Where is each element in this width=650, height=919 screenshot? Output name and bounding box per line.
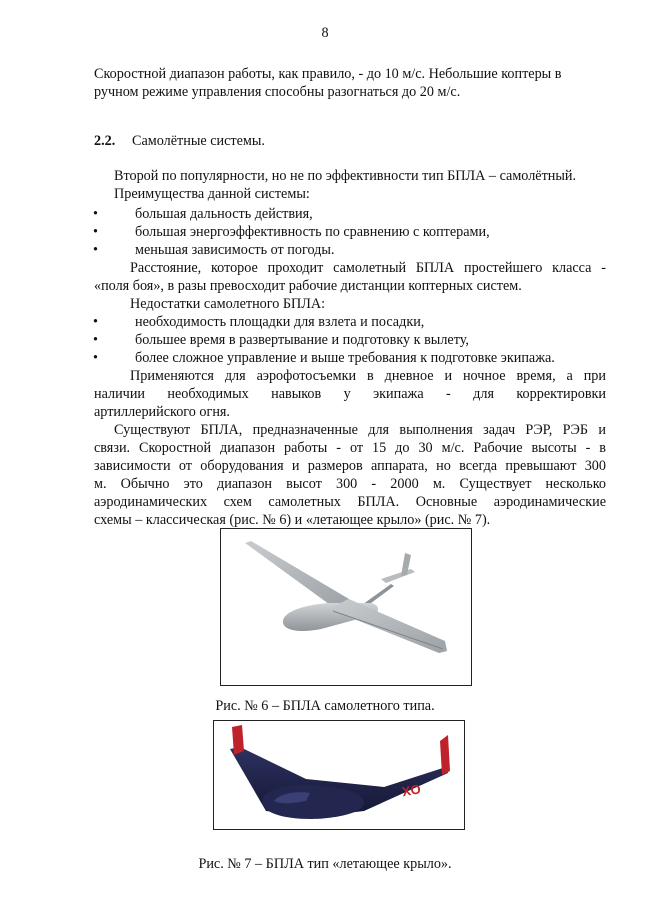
wing-marking: XO bbox=[400, 781, 422, 800]
usage-line-2: наличии необходимых навыков у экипажа - для корректировки bbox=[94, 386, 606, 402]
bullet-icon: • bbox=[93, 350, 98, 366]
intro-line-2: ручном режиме управления способны разогнаться до 20 м/с. bbox=[94, 84, 461, 100]
advantage-item: большая энергоэффективность по сравнению с коптерами, bbox=[135, 224, 490, 240]
advantage-item: большая дальность действия, bbox=[135, 206, 313, 222]
bullet-icon: • bbox=[93, 242, 98, 258]
bullet-icon: • bbox=[93, 206, 98, 222]
distance-line-1: Расстояние, которое проходит самолетный БПЛА простейшего класса - bbox=[130, 260, 606, 276]
special-line-4: м. Обычно это диапазон высот 300 - 2000 м. Существует несколько bbox=[94, 476, 606, 492]
figure-7-image bbox=[213, 720, 465, 830]
bullet-icon: • bbox=[93, 314, 98, 330]
flying-wing-uav-illustration bbox=[214, 721, 464, 829]
section-title: Самолётные системы. bbox=[132, 133, 265, 149]
advantages-intro: Преимущества данной системы: bbox=[114, 186, 310, 202]
disadvantage-item: большее время в развертывание и подготовку к вылету, bbox=[135, 332, 469, 348]
special-line-5: аэродинамических схем самолетных БПЛА. Основные аэродинамические bbox=[94, 494, 606, 510]
advantage-item: меньшая зависимость от погоды. bbox=[135, 242, 335, 258]
distance-line-2: «поля боя», в разы превосходит рабочие дистанции коптерных систем. bbox=[94, 278, 522, 294]
disadvantage-item: необходимость площадки для взлета и посадки, bbox=[135, 314, 425, 330]
figure-6-image bbox=[220, 528, 472, 686]
paragraph-popularity: Второй по популярности, но не по эффективности тип БПЛА – самолётный. bbox=[114, 168, 577, 184]
intro-line-1: Скоростной диапазон работы, как правило, - до 10 м/с. Небольшие коптеры в bbox=[94, 66, 562, 82]
page-number: 8 bbox=[321, 25, 329, 41]
disadvantages-intro: Недостатки самолетного БПЛА: bbox=[130, 296, 326, 312]
fixed-wing-uav-illustration bbox=[221, 529, 471, 685]
bullet-icon: • bbox=[93, 224, 98, 240]
section-number: 2.2. bbox=[94, 133, 116, 149]
bullet-icon: • bbox=[93, 332, 98, 348]
special-line-2: связи. Скоростной диапазон работы - от 15 до 30 м/с. Рабочие высоты - в bbox=[94, 440, 606, 456]
special-line-6: схемы – классическая (рис. № 6) и «летающее крыло» (рис. № 7). bbox=[94, 512, 491, 528]
figure-7-caption: Рис. № 7 – БПЛА тип «летающее крыло». bbox=[198, 856, 452, 872]
usage-line-1: Применяются для аэрофотосъемки в дневное и ночное время, а при bbox=[130, 368, 606, 384]
usage-line-3: артиллерийского огня. bbox=[94, 404, 230, 420]
disadvantage-item: более сложное управление и выше требования к подготовке экипажа. bbox=[135, 350, 555, 366]
special-line-1: Существуют БПЛА, предназначенные для выполнения задач РЭР, РЭБ и bbox=[114, 422, 606, 438]
figure-6-caption: Рис. № 6 – БПЛА самолетного типа. bbox=[215, 698, 435, 714]
special-line-3: зависимости от оборудования и размеров аппарата, но всегда превышают 300 bbox=[94, 458, 606, 474]
